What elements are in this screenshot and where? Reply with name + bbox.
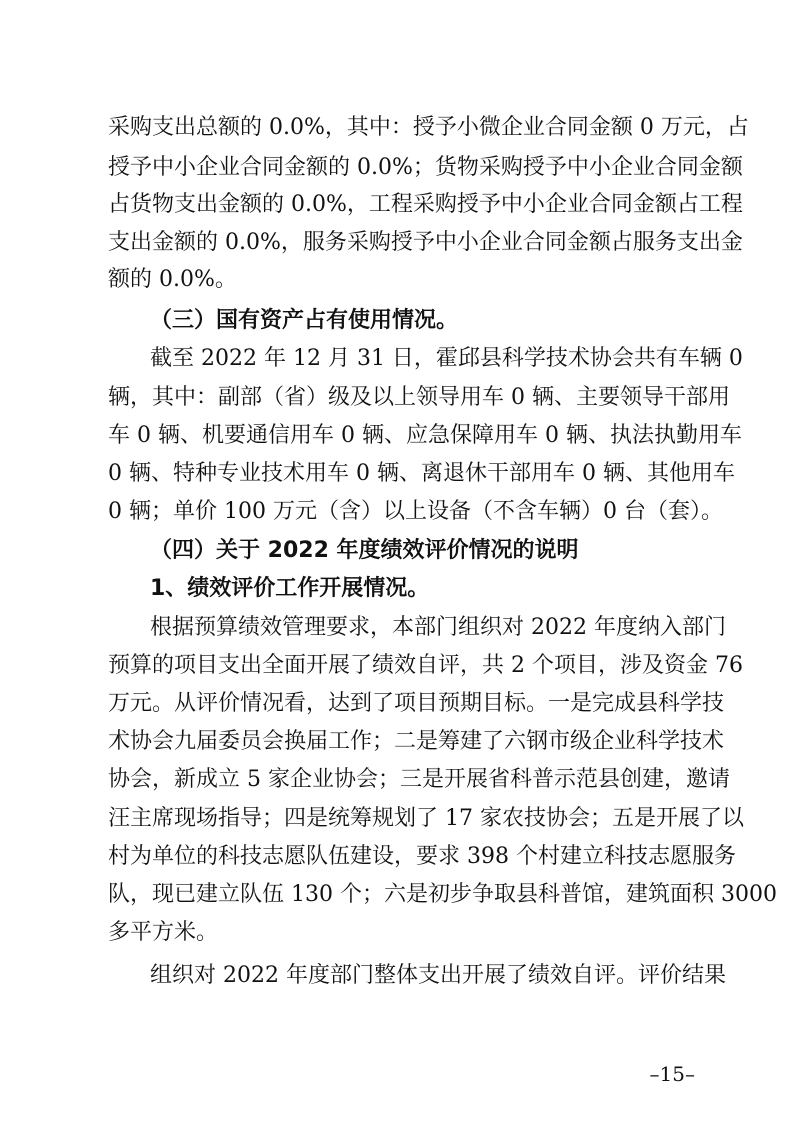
body-text-line: 辆，其中：副部（省）级及以上领导用车 0 辆、主要领导干部用 — [108, 385, 730, 410]
body-text-line: 截至 2022 年 12 月 31 日，霍邱县科学技术协会共有车辆 0 — [150, 346, 743, 371]
body-text-line: 支出金额的 0.0%，服务采购授予中小企业合同金额占服务支出金 — [108, 230, 743, 255]
body-text-line: 车 0 辆、机要通信用车 0 辆、应急保障用车 0 辆、执法执勤用车 — [108, 423, 742, 448]
page-number: –15– — [649, 1062, 695, 1086]
subsection-heading: 1、绩效评价工作开展情况。 — [150, 576, 430, 601]
body-text-line: 汪主席现场指导；四是统筹规划了 17 家农技协会；五是开展了以 — [108, 806, 744, 831]
body-text-line: 预算的项目支出全面开展了绩效自评，共 2 个项目，涉及资金 76 — [108, 653, 743, 678]
body-text-line: 组织对 2022 年度部门整体支出开展了绩效自评。评价结果 — [150, 963, 726, 988]
body-text-line: 额的 0.0%。 — [108, 267, 237, 292]
body-text-line: 万元。从评价情况看，达到了项目预期目标。一是完成县科学技 — [108, 691, 725, 716]
section-heading: （三）国有资产占有使用情况。 — [150, 308, 459, 333]
body-text-line: 协会，新成立 5 家企业协会；三是开展省科普示范县创建，邀请 — [108, 767, 730, 792]
body-text-line: 采购支出总额的 0.0%，其中：授予小微企业合同金额 0 万元，占 — [108, 115, 749, 140]
body-text-line: 0 辆；单价 100 万元（含）以上设备（不含车辆）0 台（套）。 — [108, 499, 723, 524]
body-text-line: 队，现已建立队伍 130 个；六是初步争取县科普馆，建筑面积 3000 — [108, 882, 777, 907]
body-text-line: 术协会九届委员会换届工作；二是筹建了六钢市级企业科学技术 — [108, 729, 725, 754]
body-text-line: 多平方米。 — [108, 920, 219, 945]
body-text-line: 授予中小企业合同金额的 0.0%；货物采购授予中小企业合同金额 — [108, 155, 743, 180]
body-text-line: 0 辆、特种专业技术用车 0 辆、离退休干部用车 0 辆、其他用车 — [108, 461, 735, 486]
body-text-line: 根据预算绩效管理要求，本部门组织对 2022 年度纳入部门 — [150, 615, 726, 640]
body-text-line: 占货物支出金额的 0.0%，工程采购授予中小企业合同金额占工程 — [108, 192, 743, 217]
body-text-line: 村为单位的科技志愿队伍建设，要求 398 个村建立科技志愿服务 — [108, 844, 736, 869]
section-heading: （四）关于 2022 年度绩效评价情况的说明 — [150, 538, 579, 563]
